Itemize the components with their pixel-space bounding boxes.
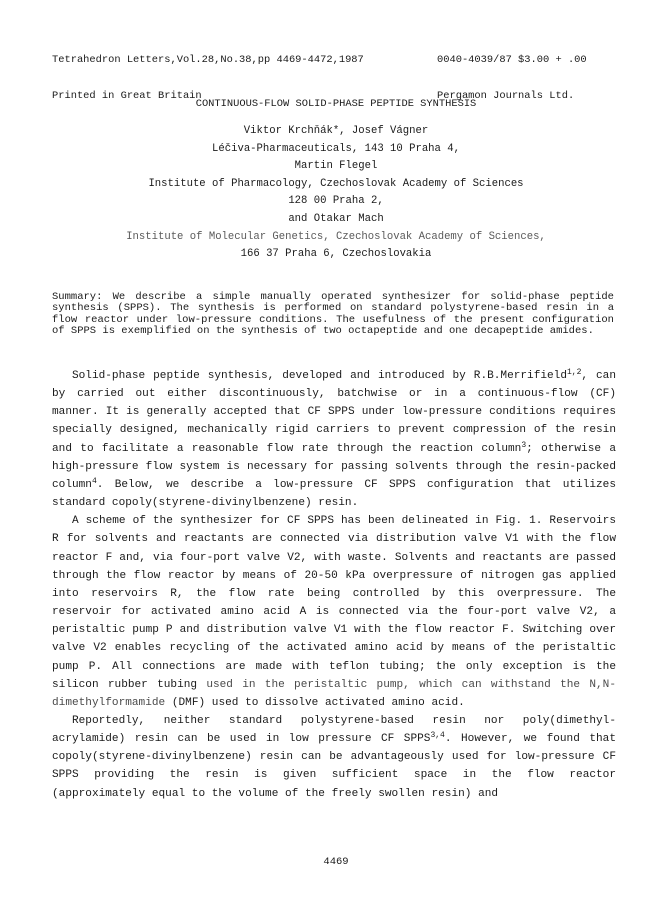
publisher: Pergamon Journals Ltd. [437,90,575,102]
affiliation-city: 166 37 Praha 6, Czechoslovakia [240,248,432,261]
reference-mark: 3 [521,440,527,450]
text-run: Reportedly, neither standard polystyrene-based resin nor poly(dimethyl-acrylamide) resin can be used in low pressure CF SPPS [52,714,616,746]
author-line-1 [0,123,672,141]
article-title: CONTINUOUS-FLOW SOLID-PHASE PEPTIDE SYNTHESIS [195,98,477,110]
body-text [52,367,616,803]
text-run: used in the peristaltic pump, which can withstand the N,N-dimethylformamide [52,678,616,709]
reference-mark: 1,2 [567,368,582,377]
author-name: Martin Flegel [294,160,378,173]
affiliation-city: 128 00 Praha 2, [288,195,384,208]
author-name: Viktor Krchňák [243,125,333,137]
affiliation: Léčiva-Pharmaceuticals, 143 10 Praha 4, [212,142,460,155]
text-run: ; otherwise a high-pressure flow system is necessary for passing solvents through the resin-packed column [52,442,617,491]
text-run: . Below, we describe a low-pressure CF SPPS configuration that utilizes standard copoly(styrene-divinylbenzene) resin. [52,478,616,510]
page-number: 4469 [323,856,349,868]
running-header-left [52,30,364,126]
running-header-right [437,30,587,126]
author-block [0,123,672,264]
affiliation: Institute of Molecular Genetics, Czechoslovak Academy of Sciences, [126,230,546,243]
text-run: Solid-phase peptide synthesis, developed and introduced by R.B.Merrifield [71,370,567,382]
printed-in: Printed in Great Britain [52,90,202,102]
paragraph [52,512,616,712]
corresponding-author-mark: * [332,125,340,137]
journal-citation: Tetrahedron Letters,Vol.28,No.38,pp 4469-4472,1987 [52,54,364,66]
text-run: . However, we found that copoly(styrene-divinylbenzene) resin can be advantageously used for low-pressure CF SPPS providing the resin is given sufficient space in the flow reactor (approximately equal to the volume of the freely swollen resin) and [52,733,616,800]
reference-mark: 3,4 [430,731,445,741]
affiliation: Institute of Pharmacology, Czechoslovak Academy of Sciences [148,177,524,190]
author-name: , Josef Vágner [339,125,429,137]
text-run: A scheme of the synthesizer for CF SPPS has been delineated in Fig. 1. Reservoirs R for solvents and reactants are connected via distribution valve V1 with the flow reactor F and, via four-port valve V2, with waste. Solvents and reactants are passed through the flow reactor by means of 20-50 kPa overpressure of nitrogen gas applied into reservoirs R, the flow rate being controlled by this overpressure. The reservoir for activated amino acid A is connected via the four-port valve V2, a peristaltic pump P and distribution valve V1 with the flow reactor F. Switching over valve V2 enables recycling of the activated amino acid by means of the peristaltic pump P. All connections are made with teflon tubing; the only exception is the silicon rubber tubing [52,515,616,691]
text-run: , can by carried out either discontinuously, batchwise or in a continuous-flow (CF) manner. It is generally accepted that CF SPPS under low-pressure conditions requires specially designed, mechanically rigid carriers to prevent compression of the resin and to facilitate a reasonable flow rate through the reaction column [52,370,616,455]
paragraph [52,712,616,803]
author-name: and Otakar Mach [288,212,384,225]
text-run: (DMF) used to dissolve activated amino acid. [165,696,465,709]
price-code: 0040-4039/87 $3.00 + .00 [437,54,587,66]
summary: Summary: We describe a simple manually operated synthesizer for solid-phase peptide synthesis (SPPS). The synthesis is performed on standard polystyrene-based resin in a flow reactor under low-pressure conditions. The usefulness of the present configuration of SPPS is exemplified on the synthesis of two octapeptide and one decapeptide amides. [52,291,614,338]
paragraph [52,367,616,512]
reference-mark: 4 [91,476,97,486]
